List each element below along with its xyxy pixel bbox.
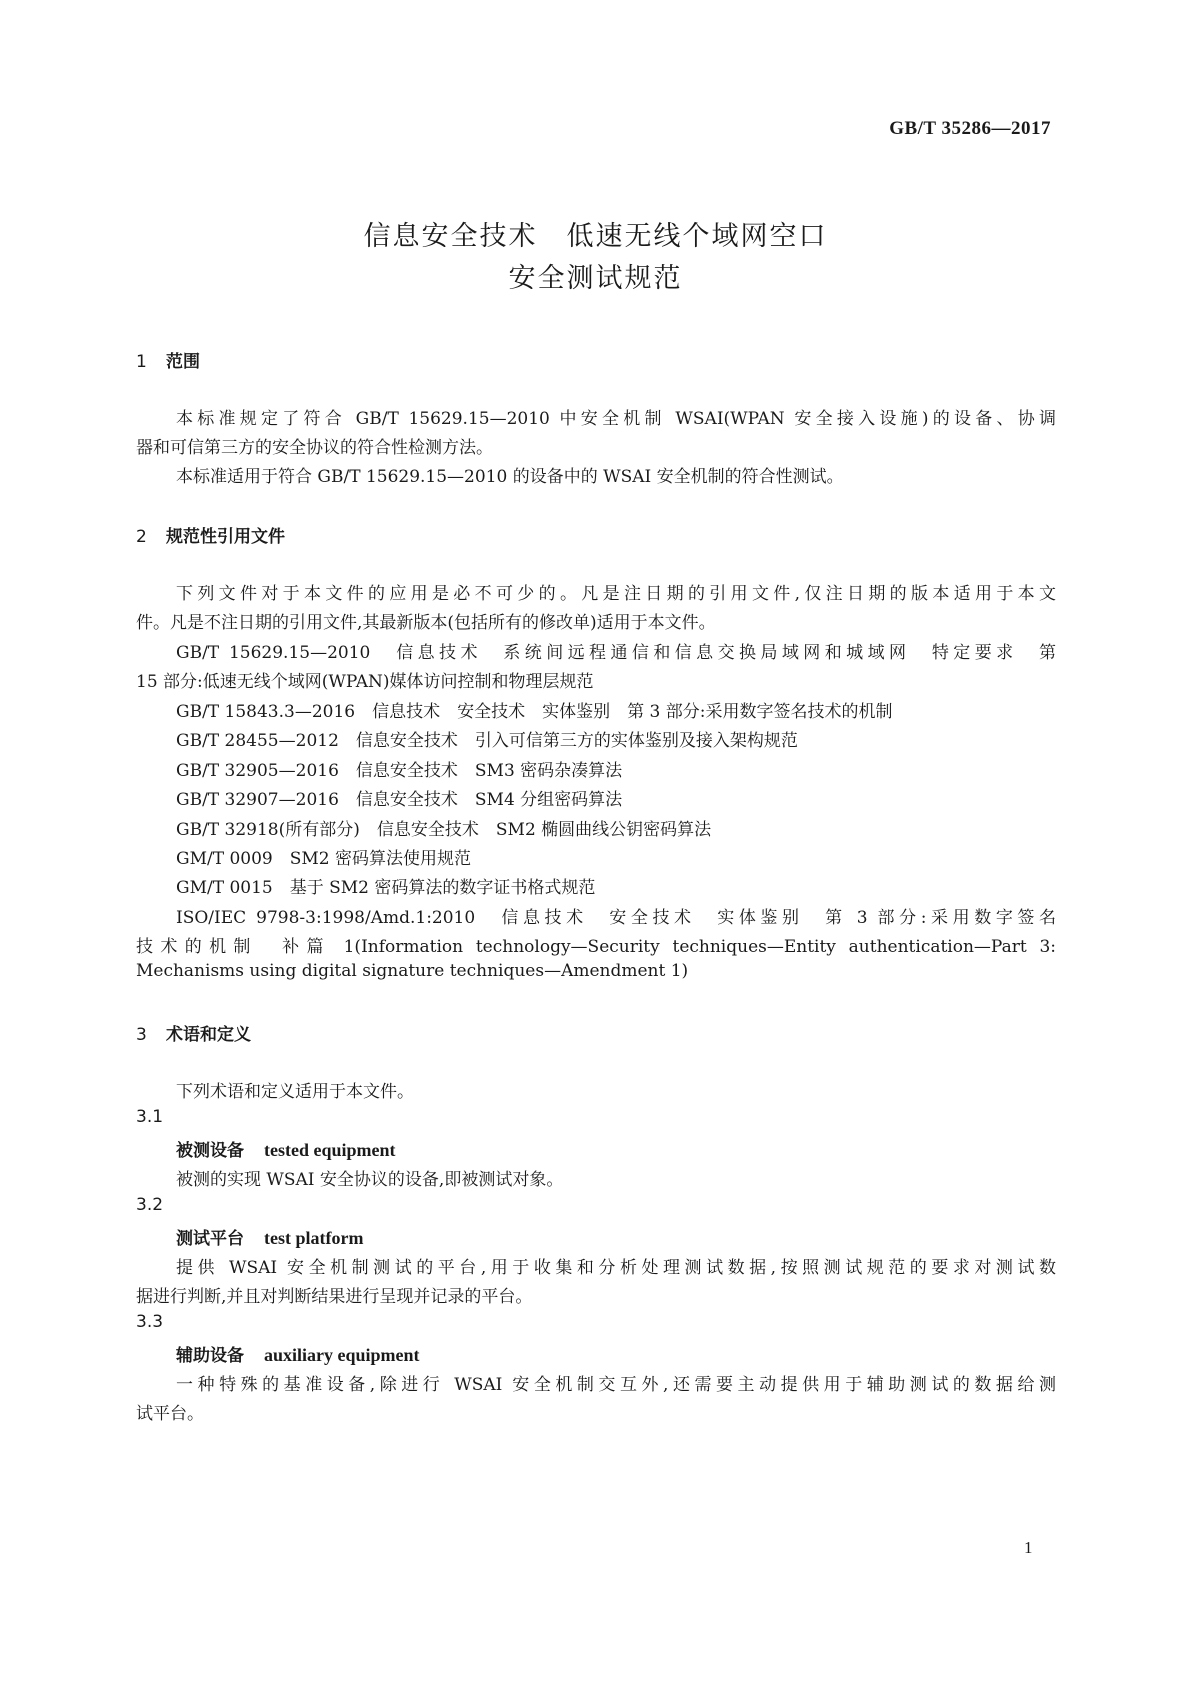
term-heading [176, 1341, 420, 1366]
paragraph-continuation: 件。凡是不注日期的引用文件,其最新版本(包括所有的修改单)适用于本文件。 [136, 613, 716, 633]
term-en: auxiliary equipment [264, 1345, 420, 1365]
reference-item-continuation: 技术的机制 补篇 1(Information technology—Security techniques—Entity authentication—Part 3: [136, 937, 1056, 957]
term-definition-continuation: 试平台。 [136, 1404, 204, 1424]
term-heading [176, 1136, 396, 1161]
title-line-2: 安全测试规范 [508, 263, 683, 294]
term-definition: 一种特殊的基准设备,除进行 WSAI 安全机制交互外,还需要主动提供用于辅助测试的数据给测 [176, 1375, 1056, 1395]
paragraph: 本标准规定了符合 GB/T 15629.15—2010 中安全机制 WSAI(WPAN 安全接入设施)的设备、协调 [176, 409, 1056, 429]
paragraph: 下列术语和定义适用于本文件。 [176, 1082, 414, 1102]
term-en: tested equipment [264, 1140, 396, 1160]
section-title: 规范性引用文件 [166, 527, 285, 547]
title-line-1: 信息安全技术 低速无线个域网空口 [363, 221, 828, 252]
term-zh: 被测设备 [176, 1141, 244, 1161]
reference-item-continuation: 15 部分:低速无线个域网(WPAN)媒体访问控制和物理层规范 [136, 672, 594, 692]
paragraph-continuation: 器和可信第三方的安全协议的符合性检测方法。 [136, 438, 493, 458]
section-number: 1 [136, 352, 147, 372]
section-title: 范围 [166, 352, 200, 372]
term-heading [176, 1224, 363, 1249]
term-number: 3.1 [136, 1107, 164, 1127]
reference-item: GB/T 32907—2016 信息安全技术 SM4 分组密码算法 [176, 790, 623, 810]
reference-item-continuation: Mechanisms using digital signature techniques—Amendment 1) [136, 961, 689, 981]
reference-item: GB/T 32918(所有部分) 信息安全技术 SM2 椭圆曲线公钥密码算法 [176, 820, 712, 840]
term-definition: 被测的实现 WSAI 安全协议的设备,即被测试对象。 [176, 1170, 564, 1190]
reference-item: GB/T 32905—2016 信息安全技术 SM3 密码杂凑算法 [176, 761, 623, 781]
term-zh: 测试平台 [176, 1229, 244, 1249]
term-definition-continuation: 据进行判断,并且对判断结果进行呈现并记录的平台。 [136, 1287, 533, 1307]
standard-code: GB/T 35286—2017 [889, 118, 1051, 139]
term-number: 3.2 [136, 1195, 164, 1215]
reference-item: GB/T 15629.15—2010 信息技术 系统间远程通信和信息交换局域网和城域网 特定要求 第 [176, 643, 1056, 663]
reference-item: GM/T 0009 SM2 密码算法使用规范 [176, 849, 471, 869]
term-en: test platform [264, 1228, 364, 1248]
section-1-heading [136, 347, 200, 372]
term-number: 3.3 [136, 1312, 164, 1332]
reference-item: GB/T 28455—2012 信息安全技术 引入可信第三方的实体鉴别及接入架构规范 [176, 731, 798, 751]
section-number: 3 [136, 1025, 147, 1045]
section-number: 2 [136, 527, 147, 547]
section-3-heading [136, 1020, 251, 1045]
paragraph: 本标准适用于符合 GB/T 15629.15—2010 的设备中的 WSAI 安全机制的符合性测试。 [176, 467, 844, 487]
section-title: 术语和定义 [166, 1025, 251, 1045]
reference-item: GB/T 15843.3—2016 信息技术 安全技术 实体鉴别 第 3 部分:采用数字签名技术的机制 [176, 702, 893, 722]
paragraph: 下列文件对于本文件的应用是必不可少的。凡是注日期的引用文件,仅注日期的版本适用于本文 [176, 584, 1056, 604]
term-definition: 提供 WSAI 安全机制测试的平台,用于收集和分析处理测试数据,按照测试规范的要求对测试数 [176, 1258, 1056, 1278]
reference-item: GM/T 0015 基于 SM2 密码算法的数字证书格式规范 [176, 878, 596, 898]
section-2-heading [136, 522, 285, 547]
reference-item: ISO/IEC 9798-3:1998/Amd.1:2010 信息技术 安全技术 实体鉴别 第 3 部分:采用数字签名 [176, 908, 1056, 928]
page-number: 1 [1024, 1538, 1033, 1557]
term-zh: 辅助设备 [176, 1346, 244, 1366]
